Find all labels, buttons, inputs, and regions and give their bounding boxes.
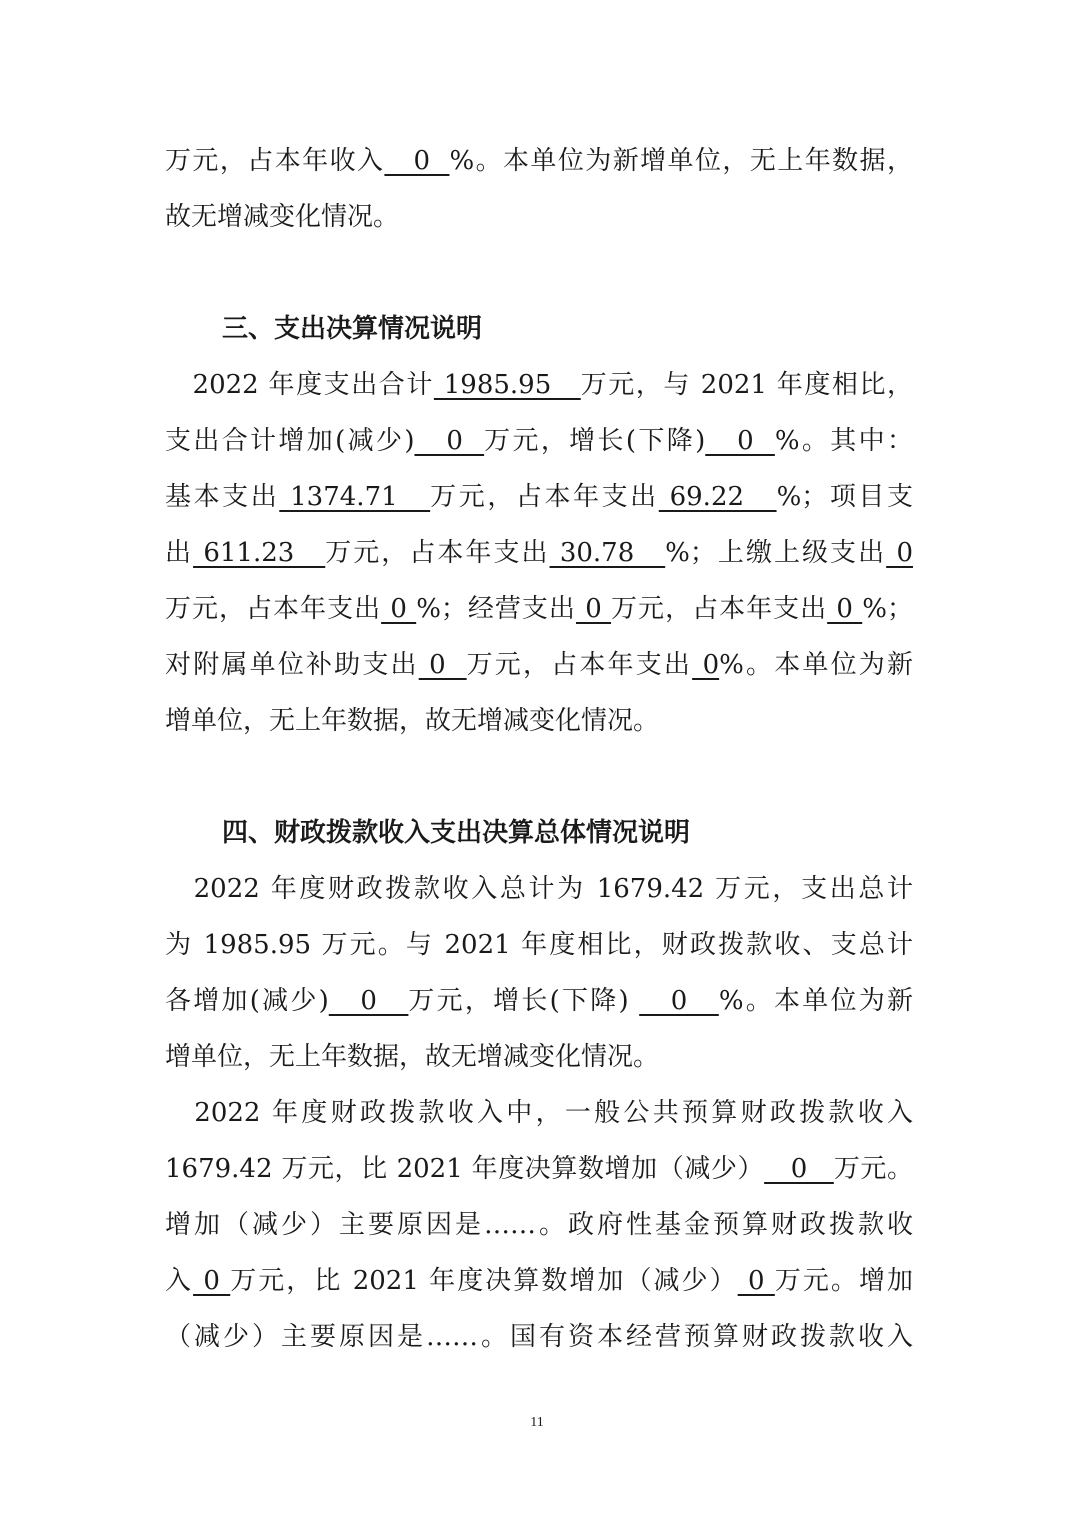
text-segment: 故无增减变化情况。 [165, 202, 400, 232]
text-segment: 万元。增加 [774, 1266, 913, 1296]
text-segment: 万元，增长(下降) [484, 426, 706, 456]
underlined-value: 0 [692, 650, 720, 680]
underlined-value: 0 [737, 1266, 775, 1296]
text-segment: （减少）主要原因是……。国有资本经营预算财政拨款收入 [165, 1322, 913, 1352]
text-segment: 万元，占本年支出 [466, 650, 693, 680]
text-line-20 [165, 1317, 913, 1357]
text-line-10 [165, 701, 913, 741]
text-segment: 2022 年度财政拨款收入中，一般公共预算财政拨款收入 [165, 1098, 913, 1128]
text-segment: %。本单位为新增单位，无上年数据， [449, 146, 913, 176]
underlined-value: 1985.95 [433, 370, 581, 400]
text-line-6 [165, 477, 913, 517]
text-segment: 万元，占本年支出 [430, 482, 659, 512]
text-segment: 万元，占本年支出 [325, 538, 550, 568]
text-segment: 三、支出决算情况说明 [222, 314, 483, 344]
text-segment: %； [862, 594, 913, 624]
text-line-4 [165, 365, 913, 405]
text-segment: %。本单位为新 [719, 650, 913, 680]
section-heading-4 [222, 813, 922, 853]
text-segment: 万元，与 2021 年度相比， [580, 370, 913, 400]
text-segment: 万元，占本年支出 [611, 594, 828, 624]
text-line-12 [165, 869, 913, 909]
page-number: 11 [530, 1415, 544, 1430]
underlined-value: 0 [384, 146, 450, 176]
text-line-18 [165, 1205, 913, 1245]
text-segment: 四、财政拨款收入支出决算总体情况说明 [222, 818, 691, 848]
text-segment: 2022 年度支出合计 [165, 370, 434, 400]
text-line-16 [165, 1093, 913, 1133]
text-segment: 增单位，无上年数据，故无增减变化情况。 [165, 1042, 660, 1072]
text-line-7 [165, 533, 913, 573]
text-line-9 [165, 645, 913, 685]
underlined-value: 0 [414, 426, 485, 456]
text-segment: 增单位，无上年数据，故无增减变化情况。 [165, 706, 660, 736]
text-segment: 万元。 [833, 1154, 913, 1184]
text-segment: 万元，增长(下降) [408, 986, 640, 1016]
text-segment: 增加（减少）主要原因是……。政府性基金预算财政拨款收 [165, 1210, 913, 1240]
underlined-value: 0 [418, 650, 467, 680]
text-segment: 各增加(减少) [165, 986, 329, 1016]
text-segment: %；经营支出 [416, 594, 576, 624]
underlined-value: 0 [886, 538, 913, 568]
underlined-value: 0 [639, 986, 719, 1016]
text-line-1 [165, 141, 913, 181]
text-line-19 [165, 1261, 913, 1301]
underlined-value: 0 [705, 426, 775, 456]
text-segment: 为 1985.95 万元。与 2021 年度相比，财政拨款收、支总计 [165, 930, 913, 960]
underlined-value: 0 [193, 1266, 231, 1296]
text-line-5 [165, 421, 913, 461]
underlined-value: 0 [328, 986, 409, 1016]
text-segment: 出 [165, 538, 194, 568]
text-line-2 [165, 197, 913, 237]
text-line-8 [165, 589, 913, 629]
text-line-14 [165, 981, 913, 1021]
text-segment: 万元，占本年支出 [165, 594, 382, 624]
underlined-value: 1374.71 [279, 482, 431, 512]
text-line-13 [165, 925, 913, 965]
text-segment: 2022 年度财政拨款收入总计为 1679.42 万元，支出总计 [165, 874, 913, 904]
text-segment: 万元，占本年收入 [165, 146, 385, 176]
underlined-value: 69.22 [658, 482, 777, 512]
text-segment: %。本单位为新 [718, 986, 913, 1016]
underlined-value: 0 [764, 1154, 834, 1184]
section-heading-3 [222, 309, 922, 349]
underlined-value: 0 [827, 594, 863, 624]
text-segment: 对附属单位补助支出 [165, 650, 419, 680]
text-segment: 支出合计增加(减少) [165, 426, 415, 456]
text-segment: 入 [165, 1266, 194, 1296]
underlined-value: 0 [381, 594, 417, 624]
text-segment: 基本支出 [165, 482, 280, 512]
underlined-value: 611.23 [193, 538, 326, 568]
text-segment: %；上缴上级支出 [665, 538, 887, 568]
underlined-value: 0 [575, 594, 612, 624]
text-segment: %。其中： [774, 426, 913, 456]
text-line-15 [165, 1037, 913, 1077]
text-segment: 万元，比 2021 年度决算数增加（减少） [230, 1266, 738, 1296]
text-line-17 [165, 1149, 913, 1189]
text-segment: %；项目支 [776, 482, 913, 512]
text-segment: 1679.42 万元，比 2021 年度决算数增加（减少） [165, 1154, 765, 1184]
underlined-value: 30.78 [549, 538, 666, 568]
